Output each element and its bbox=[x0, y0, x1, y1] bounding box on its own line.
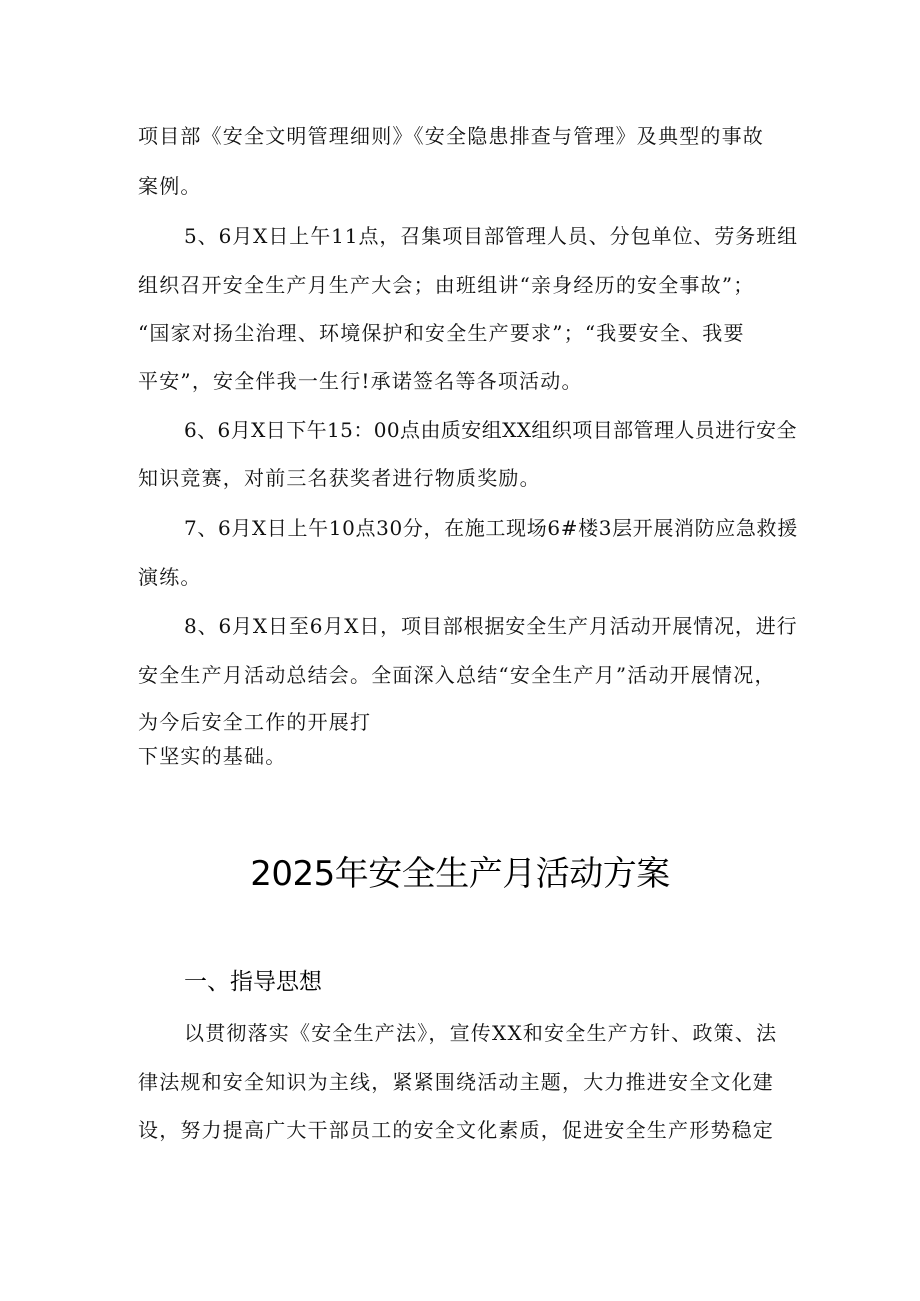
list-item-8-line: 安全生产月活动总结会。全面深入总结“安全生产月”活动开展情况， bbox=[138, 663, 776, 687]
section-heading: 一、指导思想 bbox=[184, 969, 322, 995]
list-item-5-line: 5、6月X日上午11点，召集项目部管理人员、分包单位、劳务班组 bbox=[184, 224, 799, 248]
list-item-8-line: 为今后安全工作的开展打 bbox=[138, 710, 372, 734]
paragraph-line: 案例。 bbox=[138, 174, 202, 198]
list-item-7-line: 7、6月X日上午10点30分，在施工现场6#楼3层开展消防应急救援 bbox=[184, 516, 798, 540]
list-item-5-line: “国家对扬尘治理、环境保护和安全生产要求”；“我要安全、我要 bbox=[138, 321, 745, 345]
list-item-8-line: 8、6月X日至6月X日，项目部根据安全生产月活动开展情况，进行 bbox=[184, 614, 798, 638]
list-item-6-line: 6、6月X日下午15：00点由质安组XX组织项目部管理人员进行安全 bbox=[184, 418, 797, 442]
section-paragraph-line: 律法规和安全知识为主线，紧紧围绕活动主题，大力推进安全文化建 bbox=[138, 1070, 774, 1094]
list-item-5-line: 平安”，安全伴我一生行!承诺签名等各项活动。 bbox=[138, 369, 583, 393]
document-title: 2025年安全生产月活动方案 bbox=[250, 854, 670, 894]
list-item-8-line: 下坚实的基础。 bbox=[138, 744, 287, 768]
section-paragraph-line: 设，努力提高广大干部员工的安全文化素质，促进安全生产形势稳定 bbox=[138, 1118, 774, 1142]
list-item-7-line: 演练。 bbox=[138, 565, 202, 589]
section-paragraph-line: 以贯彻落实《安全生产法》，宣传XX和安全生产方针、政策、法 bbox=[184, 1021, 778, 1045]
list-item-5-line: 组织召开安全生产月生产大会；由班组讲“亲身经历的安全事故”； bbox=[138, 273, 755, 297]
paragraph-line: 项目部《安全文明管理细则》《安全隐患排查与管理》及典型的事故 bbox=[138, 124, 764, 148]
list-item-6-line: 知识竞赛，对前三名获奖者进行物质奖励。 bbox=[138, 466, 541, 490]
